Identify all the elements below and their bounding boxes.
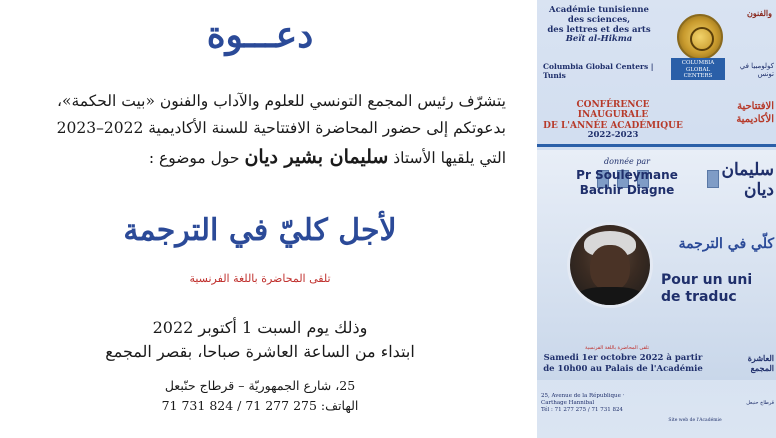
invitation-line-3 — [6, 146, 506, 168]
given-by-label: donnée par — [604, 157, 650, 166]
poster-ar-conference: الافتتاحية الأكاديمية — [736, 101, 774, 125]
conference-heading — [543, 100, 683, 141]
invitation-title: دعـــوة — [206, 14, 314, 56]
poster-topic-fr — [661, 272, 776, 306]
speaker-name-line-1: Pr Souleymane — [576, 168, 678, 182]
event-address: 25، شارع الجمهوريّة – قرطاج حنّبعل — [164, 378, 356, 393]
language-note: تلقى المحاضرة باللغة الفرنسية — [189, 272, 331, 285]
poster-divider — [537, 144, 776, 147]
academy-seal-icon — [677, 14, 723, 60]
fr-topic-line-1: Pour un uni — [661, 272, 753, 288]
photo-face — [590, 245, 630, 291]
date-line-2: de 10h00 au Palais de l'Académie — [543, 364, 703, 375]
poster-date-ar: العاشرة المجمع — [747, 353, 774, 374]
event-poster — [537, 0, 776, 438]
lecture-topic: لأجل كليّ في الترجمة — [123, 213, 397, 248]
line3-prefix: التي يلقيها الأستاذ — [393, 149, 506, 167]
speaker-name: سليمان بشير ديان — [244, 146, 389, 168]
conference-line-1: CONFÉRENCE INAUGURALE — [576, 100, 650, 121]
fr-topic-line-2: de traduc — [661, 288, 737, 305]
poster-ar-cgc: كولومبيا في تونس — [739, 62, 774, 78]
speaker-name-line-2: Bachir Diagne — [579, 183, 675, 197]
event-time: ابتداء من الساعة العاشرة صباحا، بقصر المجمع — [105, 342, 415, 361]
event-date: وذلك يوم السبت 1 أكتوبر 2022 — [152, 318, 368, 337]
poster-topic-ar: كلّي في الترجمة — [678, 236, 774, 252]
poster-ar-header: والفنون — [747, 8, 772, 18]
poster-footer-address — [541, 393, 651, 414]
poster-language-note: تلقى المحاضرة باللغة الفرنسية — [584, 345, 650, 351]
academy-line-3: Beït al-Hikma — [565, 34, 633, 45]
conference-line-2: DE L'ANNÉE ACADÉMIQUE — [543, 120, 683, 131]
footer-address-line: 25, Avenue de la République · Carthage Hannibal — [541, 393, 625, 407]
poster-footer-web: Site web de l'Académie — [668, 418, 722, 423]
invitation-line-2: بدعوتكم إلى حضور المحاضرة الافتتاحية للسنة الأكاديمية 2022–2023 — [56, 119, 506, 137]
academy-line-2: des lettres et des arts — [547, 24, 651, 35]
speaker-name-ar: سليمان ديان — [721, 160, 774, 201]
photo-shirt — [574, 287, 646, 308]
conference-year: 2022-2023 — [587, 130, 639, 141]
poster-date-fr — [543, 353, 703, 375]
date-line-1: Samedi 1er octobre 2022 à partir — [543, 353, 703, 363]
columbia-centers-label: Columbia Global Centers | Tunis — [543, 62, 654, 80]
columbia-logo: COLUMBIA GLOBAL CENTERS — [671, 58, 725, 80]
event-phone: الهاتف: 275 277 71 / 824 731 71 — [161, 398, 359, 413]
speaker-name-fr — [547, 168, 707, 198]
academy-line-1: Académie tunisienne des sciences, — [549, 5, 649, 25]
speaker-photo — [567, 222, 653, 308]
poster-footer-ar: قرطاج حنبعل — [746, 400, 774, 406]
invitation-line-1: يتشرّف رئيس المجمع التونسي للعلوم والآداب والفنون «بيت الحكمة»، — [56, 92, 506, 110]
line3-suffix: حول موضوع : — [148, 149, 240, 167]
footer-tel-line: Tél : 71 277 275 / 71 731 824 — [541, 407, 623, 414]
academy-name — [543, 6, 655, 45]
